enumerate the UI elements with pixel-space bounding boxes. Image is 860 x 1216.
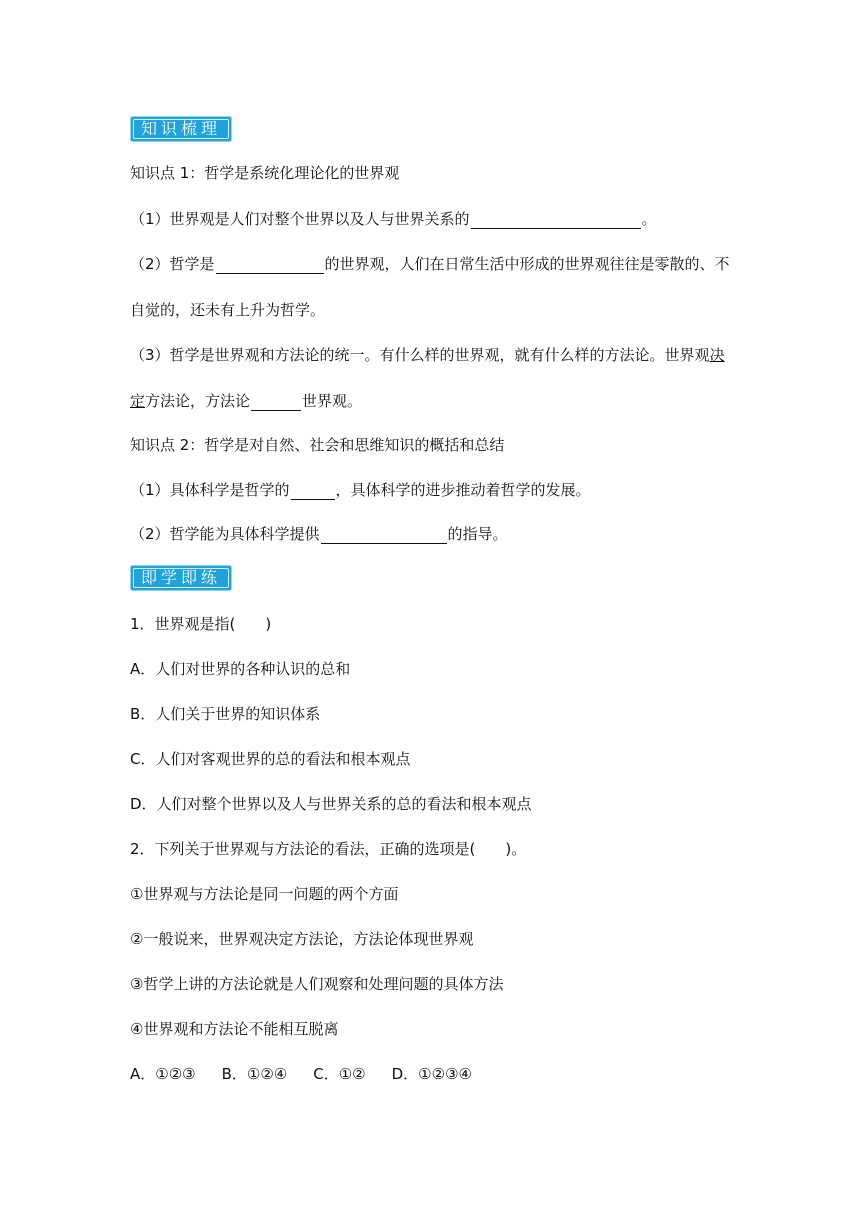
- q2-option-a[interactable]: A．①②③: [130, 1065, 196, 1083]
- kp1-item2-line2: 自觉的，还未有上升为哲学。: [130, 301, 326, 319]
- kp2-item2-text-cont: 的指导。: [447, 525, 508, 543]
- section-badge-practice: [130, 565, 232, 591]
- fill-blank[interactable]: [471, 212, 641, 229]
- kp1-title: 知识点 1：哲学是系统化理论化的世界观: [130, 164, 400, 182]
- fill-blank[interactable]: [216, 257, 324, 274]
- kp2-item1: [130, 480, 591, 500]
- q1-option-b[interactable]: B．人们关于世界的知识体系: [130, 705, 321, 723]
- kp2-item2: [130, 524, 508, 544]
- q2-option-b[interactable]: B．①②④: [221, 1065, 288, 1083]
- q2-statement-3: ③哲学上讲的方法论就是人们观察和处理问题的具体方法: [130, 975, 504, 993]
- q2-statement-4: ④世界观和方法论不能相互脱离: [130, 1020, 339, 1038]
- q2-statement-1: ①世界观与方法论是同一问题的两个方面: [130, 885, 399, 903]
- fill-blank[interactable]: [251, 394, 301, 411]
- q2-option-d[interactable]: D．①②③④: [391, 1065, 472, 1083]
- kp1-item1-end: 。: [641, 210, 657, 228]
- kp2-item1-text-cont: ，具体科学的进步推动着哲学的发展。: [335, 481, 591, 499]
- kp2-item1-text: （1）具体科学是哲学的: [130, 481, 290, 499]
- kp1-item3-line2: [130, 391, 362, 411]
- kp1-item2-text-cont: 的世界观，人们在日常生活中形成的世界观往往是零散的、不: [324, 255, 730, 273]
- q2-option-c[interactable]: C．①②: [313, 1065, 366, 1083]
- q1-option-a[interactable]: A．人们对世界的各种认识的总和: [130, 660, 351, 678]
- q2-options: [130, 1064, 472, 1084]
- kp1-item3: [130, 345, 725, 365]
- kp1-item3-text-2: 方法论，方法论: [145, 392, 251, 410]
- fill-blank[interactable]: [291, 483, 335, 500]
- kp2-item2-text: （2）哲学能为具体科学提供: [130, 525, 320, 543]
- q1-option-d[interactable]: D．人们对整个世界以及人与世界关系的总的看法和根本观点: [130, 795, 532, 813]
- kp1-item3-underlined: 决: [709, 346, 725, 364]
- section-title-practice: 即学即练: [140, 568, 221, 587]
- q1-option-c[interactable]: C．人们对客观世界的总的看法和根本观点: [130, 750, 411, 768]
- kp1-item2: [130, 254, 730, 274]
- section-badge-knowledge: [130, 116, 232, 142]
- kp1-item3-underlined-2: 定: [130, 392, 146, 410]
- q1-stem: 1．世界观是指( ): [130, 615, 272, 633]
- kp2-title: 知识点 2：哲学是对自然、社会和思维知识的概括和总结: [130, 436, 505, 454]
- kp1-item2-text: （2）哲学是: [130, 255, 215, 273]
- kp1-item3-text: （3）哲学是世界观和方法论的统一。有什么样的世界观，就有什么样的方法论。世界观: [130, 346, 710, 364]
- section-title-knowledge: 知识梳理: [140, 119, 221, 138]
- fill-blank[interactable]: [321, 527, 447, 544]
- kp1-item1: [130, 209, 657, 229]
- q2-stem: 2．下列关于世界观与方法论的看法，正确的选项是( )。: [130, 840, 527, 858]
- kp1-item3-text-3: 世界观。: [302, 392, 363, 410]
- kp1-item1-text: （1）世界观是人们对整个世界以及人与世界关系的: [130, 210, 470, 228]
- q2-statement-2: ②一般说来，世界观决定方法论，方法论体现世界观: [130, 930, 474, 948]
